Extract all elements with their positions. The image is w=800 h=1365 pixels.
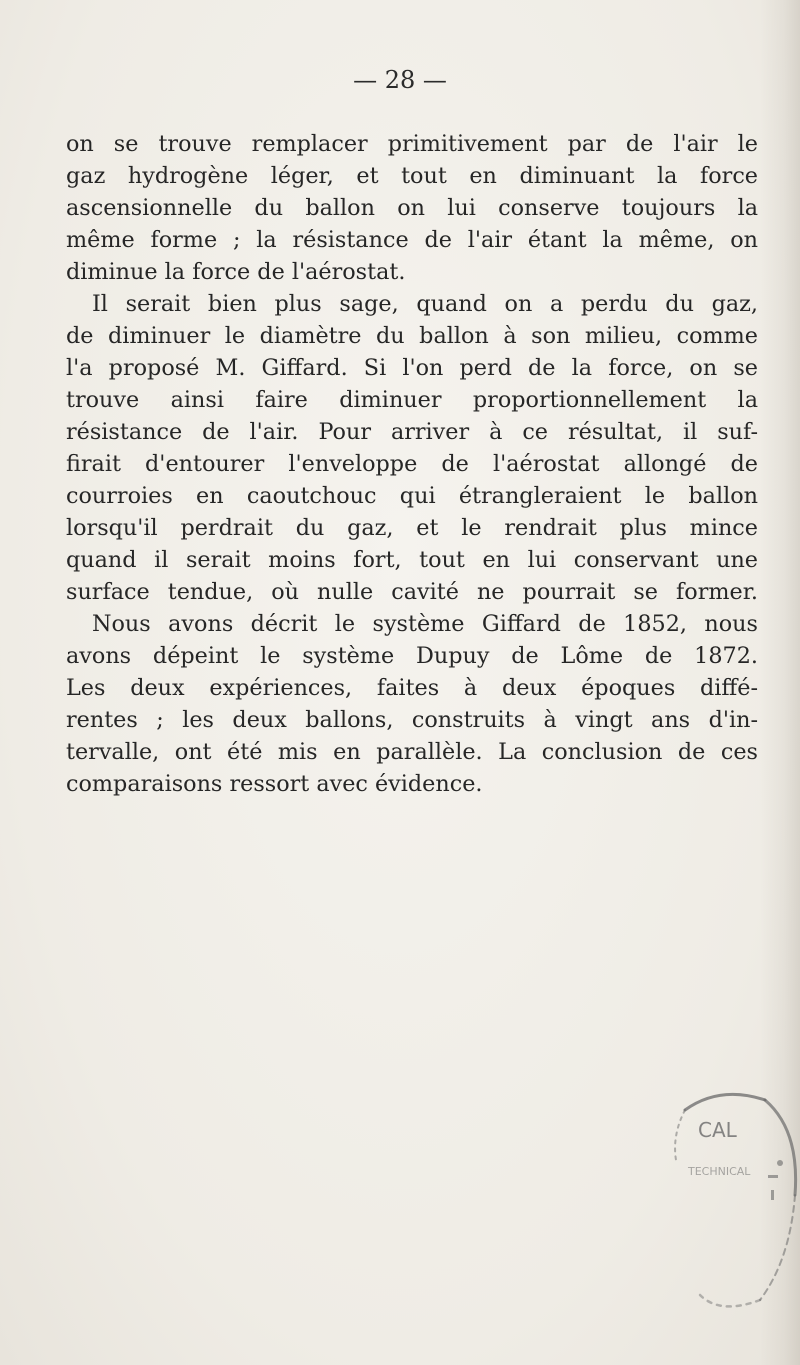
text-line: surface tendue, où nulle cavité ne pourrait se former. [66, 579, 758, 605]
text-line: gaz hydrogène léger, et tout en diminuant la force [66, 163, 758, 189]
text-line: avons dépeint le système Dupuy de Lôme de 1872. [66, 643, 758, 669]
stamp-text-top: CAL [698, 1118, 737, 1142]
text-line: même forme ; la résistance de l'air étant la même, on [66, 227, 758, 253]
body-text [66, 128, 758, 800]
text-line: on se trouve remplacer primitivement par de l'air le [66, 131, 758, 157]
text-line: Il serait bien plus sage, quand on a perdu du gaz, [92, 291, 758, 317]
text-line: de diminuer le diamètre du ballon à son milieu, comme [66, 323, 758, 349]
text-line: comparaisons ressort avec évidence. [66, 771, 483, 797]
text-line: quand il serait moins fort, tout en lui conservant une [66, 547, 758, 573]
text-line: trouve ainsi faire diminuer proportionnellement la [66, 387, 758, 413]
text-line: lorsqu'il perdrait du gaz, et le rendrait plus mince [66, 515, 758, 541]
text-line: courroies en caoutchouc qui étrangleraient le ballon [66, 483, 758, 509]
text-line: tervalle, ont été mis en parallèle. La conclusion de ces [66, 739, 758, 765]
stamp-text-middle: TECHNICAL [688, 1165, 751, 1178]
text-line: firait d'entourer l'enveloppe de l'aérostat allongé de [66, 451, 758, 477]
text-line: Nous avons décrit le système Giffard de 1852, nous [92, 611, 758, 637]
text-line: rentes ; les deux ballons, construits à vingt ans d'in- [66, 707, 758, 733]
text-line: résistance de l'air. Pour arriver à ce résultat, il suf- [66, 419, 758, 445]
page-number: — 28 — [353, 66, 447, 94]
text-line: Les deux expériences, faites à deux époques diffé- [66, 675, 758, 701]
library-stamp [640, 1075, 800, 1325]
text-line: l'a proposé M. Giffard. Si l'on perd de la force, on se [66, 355, 758, 381]
text-line: ascensionnelle du ballon on lui conserve toujours la [66, 195, 758, 221]
text-line: diminue la force de l'aérostat. [66, 259, 406, 285]
